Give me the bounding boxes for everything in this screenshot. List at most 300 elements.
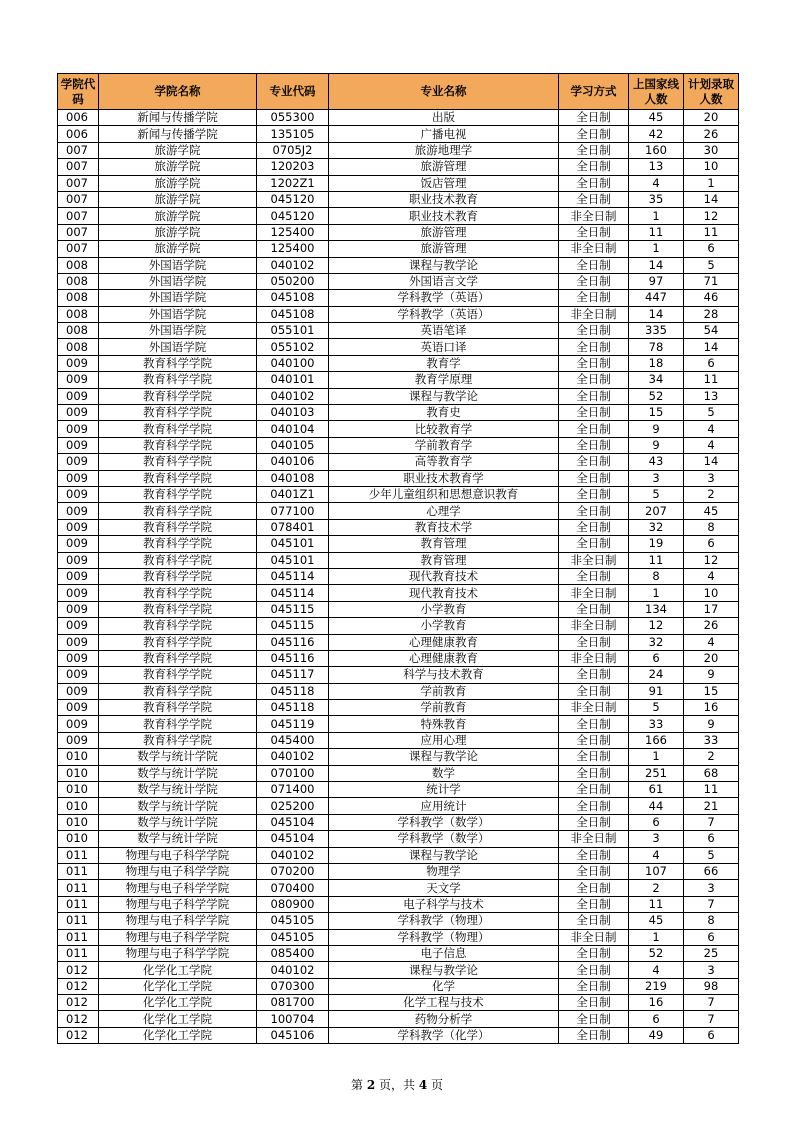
- study-mode-cell: 全日制: [559, 995, 629, 1011]
- college-code-cell: 011: [58, 929, 99, 945]
- table-row: [58, 716, 739, 732]
- college-code-cell: 010: [58, 782, 99, 798]
- planned-count-cell: 7: [684, 896, 739, 912]
- college-code-cell: 009: [58, 437, 99, 453]
- major-name-cell: 高等教育学: [329, 454, 559, 470]
- college-code-cell: 009: [58, 405, 99, 421]
- qualified-count-cell: 45: [629, 913, 684, 929]
- study-mode-cell: 全日制: [559, 896, 629, 912]
- major-code-cell: 045118: [257, 683, 329, 699]
- planned-count-cell: 11: [684, 782, 739, 798]
- major-name-cell: 学科教学（英语）: [329, 290, 559, 306]
- study-mode-cell: 全日制: [559, 945, 629, 961]
- study-mode-cell: 全日制: [559, 159, 629, 175]
- college-name-cell: 数学与统计学院: [99, 765, 257, 781]
- college-name-cell: 外国语学院: [99, 290, 257, 306]
- college-code-cell: 009: [58, 421, 99, 437]
- college-name-cell: 旅游学院: [99, 224, 257, 240]
- study-mode-cell: 非全日制: [559, 241, 629, 257]
- planned-count-cell: 15: [684, 683, 739, 699]
- footer-suffix: 页: [427, 1078, 443, 1092]
- major-code-cell: 040101: [257, 372, 329, 388]
- major-code-cell: 1202Z1: [257, 175, 329, 191]
- planned-count-cell: 6: [684, 536, 739, 552]
- major-name-cell: 教育管理: [329, 536, 559, 552]
- major-code-cell: 040102: [257, 257, 329, 273]
- major-code-cell: 040100: [257, 355, 329, 371]
- college-name-cell: 旅游学院: [99, 241, 257, 257]
- qualified-count-cell: 1: [629, 749, 684, 765]
- major-code-cell: 040108: [257, 470, 329, 486]
- planned-count-cell: 13: [684, 388, 739, 404]
- major-code-cell: 125400: [257, 224, 329, 240]
- college-code-cell: 009: [58, 716, 99, 732]
- qualified-count-cell: 335: [629, 323, 684, 339]
- major-code-cell: 045120: [257, 208, 329, 224]
- major-name-cell: 教育学原理: [329, 372, 559, 388]
- college-code-cell: 008: [58, 323, 99, 339]
- study-mode-cell: 全日制: [559, 503, 629, 519]
- study-mode-cell: 非全日制: [559, 208, 629, 224]
- qualified-count-cell: 6: [629, 814, 684, 830]
- major-code-cell: 100704: [257, 1011, 329, 1027]
- planned-count-cell: 1: [684, 175, 739, 191]
- study-mode-cell: 全日制: [559, 421, 629, 437]
- college-code-cell: 009: [58, 568, 99, 584]
- college-name-cell: 教育科学学院: [99, 683, 257, 699]
- major-name-cell: 学科教学（物理）: [329, 929, 559, 945]
- major-code-cell: 135105: [257, 126, 329, 142]
- major-name-cell: 学科教学（化学）: [329, 1027, 559, 1043]
- planned-count-cell: 11: [684, 224, 739, 240]
- planned-count-cell: 21: [684, 798, 739, 814]
- table-row: [58, 257, 739, 273]
- planned-count-cell: 4: [684, 421, 739, 437]
- major-name-cell: 出版: [329, 110, 559, 126]
- study-mode-cell: 全日制: [559, 175, 629, 191]
- qualified-count-cell: 2: [629, 880, 684, 896]
- college-code-cell: 008: [58, 257, 99, 273]
- qualified-count-cell: 14: [629, 306, 684, 322]
- planned-count-cell: 20: [684, 110, 739, 126]
- table-row: [58, 388, 739, 404]
- college-code-cell: 009: [58, 618, 99, 634]
- major-code-cell: 045104: [257, 814, 329, 830]
- college-code-cell: 011: [58, 847, 99, 863]
- college-name-cell: 旅游学院: [99, 208, 257, 224]
- planned-count-cell: 7: [684, 995, 739, 1011]
- major-name-cell: 旅游管理: [329, 159, 559, 175]
- major-name-cell: 少年儿童组织和思想意识教育: [329, 486, 559, 502]
- college-code-cell: 008: [58, 273, 99, 289]
- college-code-cell: 008: [58, 306, 99, 322]
- major-code-cell: 045116: [257, 634, 329, 650]
- college-name-cell: 教育科学学院: [99, 355, 257, 371]
- college-name-cell: 外国语学院: [99, 339, 257, 355]
- study-mode-cell: 全日制: [559, 142, 629, 158]
- planned-count-cell: 3: [684, 470, 739, 486]
- planned-count-cell: 14: [684, 191, 739, 207]
- study-mode-cell: 全日制: [559, 486, 629, 502]
- college-code-cell: 009: [58, 732, 99, 748]
- college-code-cell: 010: [58, 749, 99, 765]
- major-name-cell: 职业技术教育: [329, 191, 559, 207]
- study-mode-cell: 非全日制: [559, 831, 629, 847]
- table-row: [58, 896, 739, 912]
- qualified-count-cell: 1: [629, 929, 684, 945]
- table-row: [58, 962, 739, 978]
- table-row: [58, 700, 739, 716]
- qualified-count-cell: 14: [629, 257, 684, 273]
- major-name-cell: 心理健康教育: [329, 650, 559, 666]
- major-code-cell: 045116: [257, 650, 329, 666]
- qualified-count-cell: 4: [629, 847, 684, 863]
- planned-count-cell: 68: [684, 765, 739, 781]
- college-name-cell: 旅游学院: [99, 142, 257, 158]
- college-name-cell: 教育科学学院: [99, 601, 257, 617]
- table-row: [58, 601, 739, 617]
- college-name-cell: 数学与统计学院: [99, 831, 257, 847]
- qualified-count-cell: 9: [629, 421, 684, 437]
- college-code-cell: 011: [58, 896, 99, 912]
- college-code-cell: 012: [58, 1011, 99, 1027]
- qualified-count-cell: 160: [629, 142, 684, 158]
- college-name-cell: 化学化工学院: [99, 1011, 257, 1027]
- qualified-count-cell: 1: [629, 585, 684, 601]
- study-mode-cell: 非全日制: [559, 618, 629, 634]
- major-name-cell: 旅游管理: [329, 224, 559, 240]
- study-mode-cell: 全日制: [559, 388, 629, 404]
- table-row: [58, 650, 739, 666]
- table-row: [58, 683, 739, 699]
- college-code-cell: 009: [58, 683, 99, 699]
- planned-count-cell: 4: [684, 634, 739, 650]
- table-row: [58, 159, 739, 175]
- study-mode-cell: 全日制: [559, 732, 629, 748]
- major-name-cell: 广播电视: [329, 126, 559, 142]
- major-code-cell: 071400: [257, 782, 329, 798]
- planned-count-cell: 12: [684, 208, 739, 224]
- table-row: [58, 355, 739, 371]
- table-row: [58, 814, 739, 830]
- major-name-cell: 旅游管理: [329, 241, 559, 257]
- qualified-count-cell: 52: [629, 388, 684, 404]
- major-name-cell: 职业技术教育学: [329, 470, 559, 486]
- major-name-cell: 学前教育: [329, 683, 559, 699]
- major-name-cell: 教育技术学: [329, 519, 559, 535]
- major-name-cell: 课程与教学论: [329, 257, 559, 273]
- study-mode-cell: 全日制: [559, 437, 629, 453]
- major-code-cell: 040102: [257, 847, 329, 863]
- major-code-cell: 070200: [257, 863, 329, 879]
- college-name-cell: 外国语学院: [99, 323, 257, 339]
- table-row: [58, 618, 739, 634]
- table-row: [58, 765, 739, 781]
- planned-count-cell: 4: [684, 437, 739, 453]
- major-code-cell: 0401Z1: [257, 486, 329, 502]
- table-row: [58, 241, 739, 257]
- college-name-cell: 数学与统计学院: [99, 798, 257, 814]
- study-mode-cell: 全日制: [559, 470, 629, 486]
- college-name-cell: 物理与电子科学学院: [99, 863, 257, 879]
- college-code-cell: 011: [58, 880, 99, 896]
- planned-count-cell: 25: [684, 945, 739, 961]
- college-name-cell: 数学与统计学院: [99, 814, 257, 830]
- college-name-cell: 化学化工学院: [99, 1027, 257, 1043]
- college-code-cell: 008: [58, 339, 99, 355]
- footer-prefix: 第: [350, 1078, 367, 1092]
- planned-count-cell: 9: [684, 716, 739, 732]
- qualified-count-cell: 219: [629, 978, 684, 994]
- header-qualified-count: 上国家线人数: [629, 74, 684, 110]
- qualified-count-cell: 13: [629, 159, 684, 175]
- study-mode-cell: 全日制: [559, 634, 629, 650]
- qualified-count-cell: 166: [629, 732, 684, 748]
- qualified-count-cell: 49: [629, 1027, 684, 1043]
- college-code-cell: 007: [58, 175, 99, 191]
- study-mode-cell: 全日制: [559, 290, 629, 306]
- qualified-count-cell: 9: [629, 437, 684, 453]
- table-header: [58, 74, 739, 110]
- college-code-cell: 009: [58, 519, 99, 535]
- college-code-cell: 009: [58, 536, 99, 552]
- college-name-cell: 教育科学学院: [99, 405, 257, 421]
- college-code-cell: 009: [58, 700, 99, 716]
- planned-count-cell: 6: [684, 929, 739, 945]
- major-name-cell: 特殊教育: [329, 716, 559, 732]
- college-name-cell: 物理与电子科学学院: [99, 880, 257, 896]
- qualified-count-cell: 16: [629, 995, 684, 1011]
- qualified-count-cell: 24: [629, 667, 684, 683]
- college-code-cell: 010: [58, 831, 99, 847]
- major-name-cell: 小学教育: [329, 618, 559, 634]
- planned-count-cell: 7: [684, 814, 739, 830]
- major-name-cell: 课程与教学论: [329, 847, 559, 863]
- qualified-count-cell: 4: [629, 962, 684, 978]
- college-name-cell: 教育科学学院: [99, 634, 257, 650]
- major-name-cell: 学科教学（数学）: [329, 814, 559, 830]
- table-row: [58, 273, 739, 289]
- qualified-count-cell: 19: [629, 536, 684, 552]
- qualified-count-cell: 251: [629, 765, 684, 781]
- table-row: [58, 486, 739, 502]
- study-mode-cell: 全日制: [559, 339, 629, 355]
- table-row: [58, 945, 739, 961]
- major-code-cell: 045114: [257, 585, 329, 601]
- major-code-cell: 081700: [257, 995, 329, 1011]
- header-college-code: 学院代码: [58, 74, 99, 110]
- major-code-cell: 077100: [257, 503, 329, 519]
- major-code-cell: 055102: [257, 339, 329, 355]
- college-name-cell: 外国语学院: [99, 257, 257, 273]
- qualified-count-cell: 35: [629, 191, 684, 207]
- major-name-cell: 小学教育: [329, 601, 559, 617]
- college-name-cell: 教育科学学院: [99, 372, 257, 388]
- major-code-cell: 040102: [257, 749, 329, 765]
- study-mode-cell: 全日制: [559, 1011, 629, 1027]
- college-name-cell: 教育科学学院: [99, 568, 257, 584]
- table-row: [58, 142, 739, 158]
- table-row: [58, 749, 739, 765]
- study-mode-cell: 全日制: [559, 355, 629, 371]
- major-name-cell: 电子信息: [329, 945, 559, 961]
- table-row: [58, 863, 739, 879]
- study-mode-cell: 全日制: [559, 323, 629, 339]
- major-name-cell: 学科教学（英语）: [329, 306, 559, 322]
- study-mode-cell: 全日制: [559, 454, 629, 470]
- study-mode-cell: 全日制: [559, 782, 629, 798]
- header-study-mode: 学习方式: [559, 74, 629, 110]
- study-mode-cell: 全日制: [559, 191, 629, 207]
- table-row: [58, 126, 739, 142]
- major-code-cell: 045105: [257, 929, 329, 945]
- qualified-count-cell: 78: [629, 339, 684, 355]
- planned-count-cell: 20: [684, 650, 739, 666]
- major-name-cell: 教育史: [329, 405, 559, 421]
- major-code-cell: 050200: [257, 273, 329, 289]
- college-name-cell: 数学与统计学院: [99, 782, 257, 798]
- table-row: [58, 1011, 739, 1027]
- major-code-cell: 045120: [257, 191, 329, 207]
- qualified-count-cell: 97: [629, 273, 684, 289]
- planned-count-cell: 30: [684, 142, 739, 158]
- study-mode-cell: 全日制: [559, 273, 629, 289]
- college-code-cell: 009: [58, 601, 99, 617]
- planned-count-cell: 2: [684, 486, 739, 502]
- header-row: [58, 74, 739, 110]
- major-name-cell: 学前教育: [329, 700, 559, 716]
- qualified-count-cell: 15: [629, 405, 684, 421]
- major-code-cell: 055101: [257, 323, 329, 339]
- major-name-cell: 英语笔译: [329, 323, 559, 339]
- major-name-cell: 学前教育学: [329, 437, 559, 453]
- study-mode-cell: 全日制: [559, 110, 629, 126]
- major-code-cell: 045115: [257, 618, 329, 634]
- college-code-cell: 009: [58, 372, 99, 388]
- college-code-cell: 007: [58, 224, 99, 240]
- college-name-cell: 教育科学学院: [99, 470, 257, 486]
- planned-count-cell: 14: [684, 339, 739, 355]
- college-code-cell: 009: [58, 486, 99, 502]
- major-name-cell: 学科教学（数学）: [329, 831, 559, 847]
- planned-count-cell: 98: [684, 978, 739, 994]
- major-code-cell: 040102: [257, 388, 329, 404]
- planned-count-cell: 54: [684, 323, 739, 339]
- page-footer: [0, 1076, 794, 1093]
- major-code-cell: 085400: [257, 945, 329, 961]
- qualified-count-cell: 45: [629, 110, 684, 126]
- major-code-cell: 040106: [257, 454, 329, 470]
- table-row: [58, 306, 739, 322]
- college-code-cell: 008: [58, 290, 99, 306]
- major-name-cell: 英语口译: [329, 339, 559, 355]
- college-name-cell: 新闻与传播学院: [99, 110, 257, 126]
- college-name-cell: 教育科学学院: [99, 700, 257, 716]
- major-name-cell: 饭店管理: [329, 175, 559, 191]
- study-mode-cell: 全日制: [559, 126, 629, 142]
- qualified-count-cell: 6: [629, 1011, 684, 1027]
- study-mode-cell: 全日制: [559, 568, 629, 584]
- table-row: [58, 831, 739, 847]
- qualified-count-cell: 3: [629, 470, 684, 486]
- study-mode-cell: 非全日制: [559, 585, 629, 601]
- planned-count-cell: 9: [684, 667, 739, 683]
- table-row: [58, 798, 739, 814]
- study-mode-cell: 全日制: [559, 962, 629, 978]
- table-row: [58, 421, 739, 437]
- major-name-cell: 课程与教学论: [329, 749, 559, 765]
- major-code-cell: 045108: [257, 306, 329, 322]
- college-name-cell: 教育科学学院: [99, 618, 257, 634]
- college-name-cell: 数学与统计学院: [99, 749, 257, 765]
- study-mode-cell: 全日制: [559, 519, 629, 535]
- header-major-name: 专业名称: [329, 74, 559, 110]
- major-name-cell: 比较教育学: [329, 421, 559, 437]
- qualified-count-cell: 34: [629, 372, 684, 388]
- header-major-code: 专业代码: [257, 74, 329, 110]
- college-name-cell: 教育科学学院: [99, 503, 257, 519]
- qualified-count-cell: 1: [629, 208, 684, 224]
- planned-count-cell: 6: [684, 831, 739, 847]
- major-code-cell: 045101: [257, 552, 329, 568]
- college-name-cell: 教育科学学院: [99, 454, 257, 470]
- table-row: [58, 372, 739, 388]
- table-row: [58, 732, 739, 748]
- study-mode-cell: 非全日制: [559, 306, 629, 322]
- major-code-cell: 025200: [257, 798, 329, 814]
- study-mode-cell: 全日制: [559, 372, 629, 388]
- admission-table: [57, 73, 739, 1044]
- college-code-cell: 009: [58, 552, 99, 568]
- major-code-cell: 070400: [257, 880, 329, 896]
- study-mode-cell: 全日制: [559, 863, 629, 879]
- college-code-cell: 011: [58, 863, 99, 879]
- qualified-count-cell: 207: [629, 503, 684, 519]
- qualified-count-cell: 11: [629, 552, 684, 568]
- college-name-cell: 教育科学学院: [99, 650, 257, 666]
- study-mode-cell: 全日制: [559, 536, 629, 552]
- planned-count-cell: 33: [684, 732, 739, 748]
- planned-count-cell: 66: [684, 863, 739, 879]
- planned-count-cell: 10: [684, 585, 739, 601]
- major-name-cell: 现代教育技术: [329, 585, 559, 601]
- major-code-cell: 045115: [257, 601, 329, 617]
- major-code-cell: 055300: [257, 110, 329, 126]
- table-row: [58, 995, 739, 1011]
- planned-count-cell: 45: [684, 503, 739, 519]
- study-mode-cell: 全日制: [559, 765, 629, 781]
- study-mode-cell: 全日制: [559, 814, 629, 830]
- major-name-cell: 统计学: [329, 782, 559, 798]
- major-code-cell: 120203: [257, 159, 329, 175]
- college-name-cell: 旅游学院: [99, 159, 257, 175]
- major-code-cell: 125400: [257, 241, 329, 257]
- qualified-count-cell: 44: [629, 798, 684, 814]
- planned-count-cell: 26: [684, 618, 739, 634]
- college-code-cell: 007: [58, 208, 99, 224]
- major-name-cell: 职业技术教育: [329, 208, 559, 224]
- college-name-cell: 教育科学学院: [99, 388, 257, 404]
- college-name-cell: 教育科学学院: [99, 585, 257, 601]
- planned-count-cell: 7: [684, 1011, 739, 1027]
- major-code-cell: 040104: [257, 421, 329, 437]
- qualified-count-cell: 32: [629, 519, 684, 535]
- college-name-cell: 教育科学学院: [99, 437, 257, 453]
- qualified-count-cell: 61: [629, 782, 684, 798]
- major-name-cell: 外国语言文学: [329, 273, 559, 289]
- college-code-cell: 007: [58, 142, 99, 158]
- planned-count-cell: 8: [684, 519, 739, 535]
